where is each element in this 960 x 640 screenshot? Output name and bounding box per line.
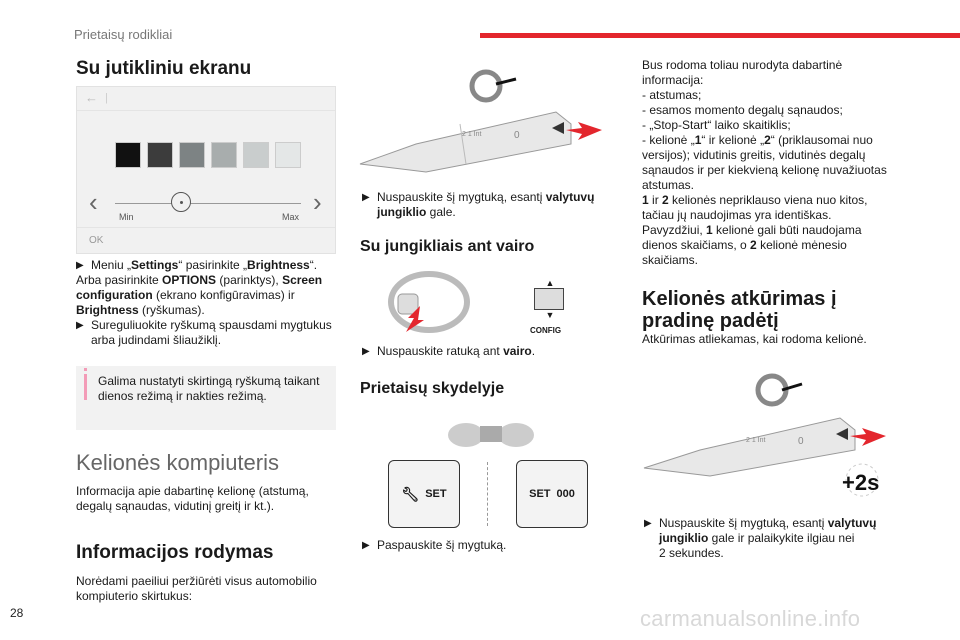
list-item: Arba pasirinkite OPTIONS (parinktys), Screen configuration (ekrano konfigūravimas) ir Brightness (ryškumas).: [76, 273, 323, 317]
list-item: - kelionė „1“ ir kelionė „2“ (priklausomai nuo versijos); vidutinis greitis, vidutinės degalų sąnaudos ir per kiekvieną kelionę nuvažiuotas atstumas.: [642, 133, 887, 192]
list-item: - atstumas;: [642, 88, 702, 102]
list-item: ▶ Meniu „Settings“ pasirinkite „Brightness“.: [76, 258, 318, 272]
info-icon: [84, 374, 87, 400]
list-item: - „Stop-Start“ laiko skaitiklis;: [642, 118, 791, 132]
trip-info-list: Bus rodoma toliau nurodyta dabartinė informacija: - atstumas; - esamos momento degalų sąnaudos; - „Stop-Start“ laiko skaitiklis; - kelionė „1“ ir kelionė „2“ (priklausomai nuo versijos); vidutinis greitis, vidutinės degalų sąnaudos ir per kiekvieną kelionę nuvažiuotas atstumas. 1 ir 2 kelionės nepriklauso viena nuo kitos, tačiau jų naudojimas yra identiškas. Pavyzdžiui, 1 kelionė gali būti naudojama dienos skaičiams, o 2 kelionė mėnesio skaičiams.: [642, 58, 892, 268]
running-header: Prietaisų rodikliai: [74, 27, 173, 42]
brightness-screen-mockup: ← | ‹ › Min Max OK: [76, 86, 336, 254]
list-item: ▶ Nuspauskite ratuką ant vairo.: [362, 344, 536, 358]
wiper-stalk-illustration: [356, 64, 606, 184]
chevron-left-icon: ‹: [89, 187, 98, 217]
list-item: ▶ Nuspauskite šį mygtuką, esantį valytuvų jungiklio gale ir palaikykite ilgiau nei 2 sekundes.: [644, 516, 877, 560]
steering-wheel-icon: [384, 270, 470, 340]
heading-info-display: Informacijos rodymas: [76, 542, 274, 563]
brightness-slider-knob: [171, 192, 191, 212]
wheel-instruction: [362, 344, 612, 359]
list-item: ▶ Nuspauskite šį mygtuką, esantį valytuvų jungiklio gale.: [362, 190, 595, 219]
header-accent-line: [480, 33, 960, 38]
slider-max-label: Max: [282, 212, 300, 222]
svg-text:0: 0: [798, 436, 804, 447]
wrench-icon: 🔧︎: [401, 485, 420, 502]
slider-min-label: Min: [119, 212, 134, 222]
arrow-bullet-icon: ▶: [362, 192, 370, 203]
brightness-slider-track: [115, 203, 301, 204]
heading-wheel-controls: Su jungikliais ant vairo: [360, 238, 535, 255]
svg-text:2 1 Int: 2 1 Int: [746, 437, 766, 444]
wiper-instruction: [362, 190, 612, 220]
dash-instruction: [362, 538, 612, 553]
arrow-bullet-icon: ▶: [362, 540, 370, 551]
brightness-swatch: [211, 142, 237, 168]
info-note: Galima nustatyti skirtingą ryškumą taikant dienos režimą ir nakties režimą.: [76, 366, 336, 430]
list-item: ▶ Sureguliuokite ryškumą spausdami mygtukus arba judindami šliaužiklį.: [76, 318, 332, 347]
back-arrow-icon: ←: [85, 90, 98, 105]
page-number: 28: [10, 606, 24, 620]
down-arrow-icon: ▼: [545, 310, 555, 320]
arrow-bullet-icon: ▶: [76, 320, 84, 331]
brightness-swatch: [243, 142, 269, 168]
config-button: [534, 278, 566, 318]
set-button-illustration: 🔧︎ SET: [388, 460, 460, 528]
watermark: carmanualsonline.info: [640, 606, 861, 631]
brightness-swatch: [115, 142, 141, 168]
trip-description: Informacija apie dabartinę kelionę (atstumą, degalų sąnaudas, vidutinį greitį ir kt.).: [76, 484, 309, 513]
config-label: CONFIG: [530, 326, 562, 335]
heading-touchscreen: Su jutikliniu ekranu: [76, 58, 252, 79]
svg-text:2 1 Int: 2 1 Int: [462, 131, 482, 138]
brightness-swatch: [275, 142, 301, 168]
reset-instruction: [644, 516, 894, 561]
heading-dashboard: Prietaisų skydelyje: [360, 380, 505, 397]
arrow-bullet-icon: ▶: [362, 346, 370, 357]
arrow-bullet-icon: ▶: [644, 518, 652, 529]
brightness-swatch: [179, 142, 205, 168]
reset-description: Atkūrimas atliekamas, kai rodoma kelionė.: [642, 332, 867, 346]
arrow-bullet-icon: ▶: [76, 260, 84, 271]
list-item: ▶ Paspauskite šį mygtuką.: [362, 538, 507, 552]
ok-label: OK: [89, 235, 104, 246]
instrument-cluster-icon: [446, 420, 536, 450]
up-arrow-icon: ▲: [545, 278, 555, 288]
svg-text:0: 0: [514, 130, 520, 141]
heading-trip-computer: Kelionės kompiuteris: [76, 450, 279, 475]
touchscreen-instructions: [76, 258, 338, 348]
chevron-right-icon: ›: [313, 187, 322, 217]
brightness-swatch: [147, 142, 173, 168]
list-item: - esamos momento degalų sąnaudos;: [642, 103, 843, 117]
heading-trip-reset: Kelionės atkūrimas į pradinę padėtį: [642, 288, 837, 332]
hold-duration-label: +2s: [842, 470, 880, 495]
display-description: Norėdami paeiliui peržiūrėti visus automobilio kompiuterio skirtukus:: [76, 574, 317, 603]
set-display-illustration: SET 000: [516, 460, 588, 528]
